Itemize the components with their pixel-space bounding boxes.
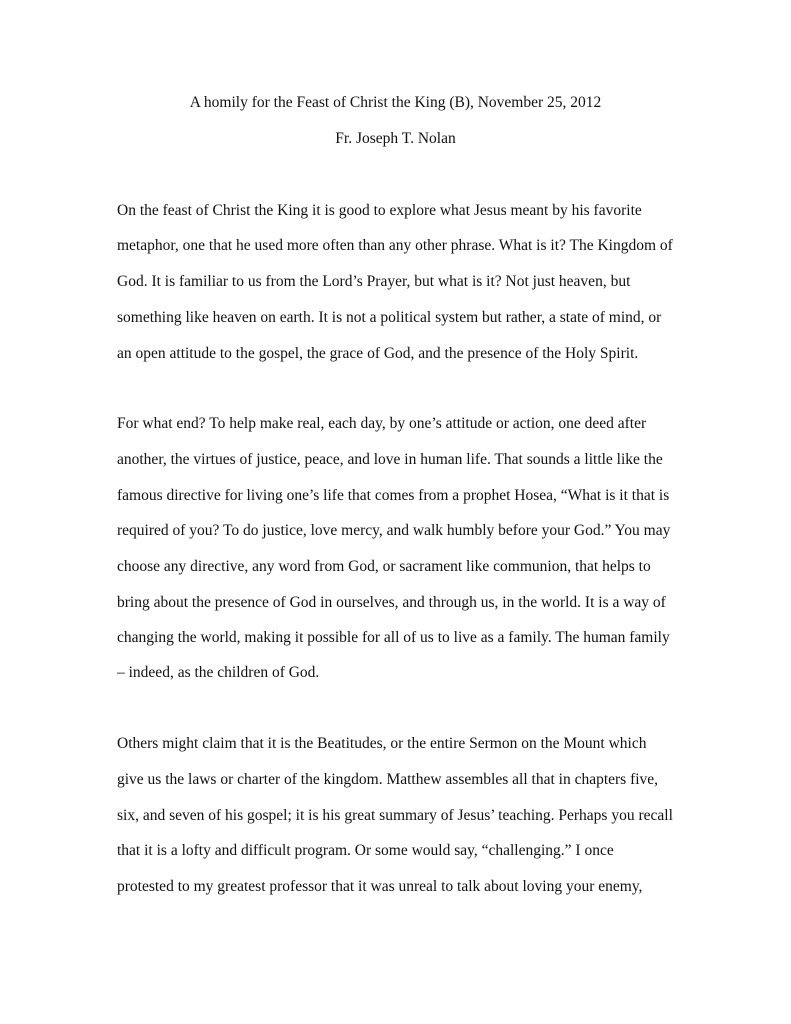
text-line: On the feast of Christ the King it is good to explore what Jesus meant by his favorite [117,202,642,219]
text-line: give us the laws or charter of the kingdom. Matthew assembles all that in chapters five, [117,771,659,788]
document-author: Fr. Joseph T. Nolan [335,130,456,147]
text-line: choose any directive, any word from God, or sacrament like communion, that helps to [117,558,651,575]
document-title: A homily for the Feast of Christ the King (B), November 25, 2012 [189,94,602,111]
text-line: metaphor, one that he used more often than any other phrase. What is it? The Kingdom of [117,237,673,254]
text-line: an open attitude to the gospel, the grace of God, and the presence of the Holy Spirit. [117,345,639,362]
text-line: required of you? To do justice, love mercy, and walk humbly before your God.” You may [117,522,671,539]
text-line: six, and seven of his gospel; it is his great summary of Jesus’ teaching. Perhaps you recall [117,807,673,824]
text-line: God. It is familiar to us from the Lord’s Prayer, but what is it? Not just heaven, but [117,273,631,290]
text-line: – indeed, as the children of God. [117,664,320,681]
text-line: bring about the presence of God in ourselves, and through us, in the world. It is a way of [117,594,666,611]
text-line: that it is a lofty and difficult program. Or some would say, “challenging.” I once [117,842,614,859]
text-line: famous directive for living one’s life that comes from a prophet Hosea, “What is it that is [117,487,670,504]
text-line: Others might claim that it is the Beatitudes, or the entire Sermon on the Mount which [117,735,647,752]
text-line: For what end? To help make real, each day, by one’s attitude or action, one deed after [117,415,647,432]
text-line: changing the world, making it possible for all of us to live as a family. The human family [117,629,670,646]
text-line: another, the virtues of justice, peace, and love in human life. That sounds a little like the [117,451,663,468]
text-line: something like heaven on earth. It is not a political system but rather, a state of mind, or [117,309,662,326]
text-line: protested to my greatest professor that it was unreal to talk about loving your enemy, [117,878,643,895]
